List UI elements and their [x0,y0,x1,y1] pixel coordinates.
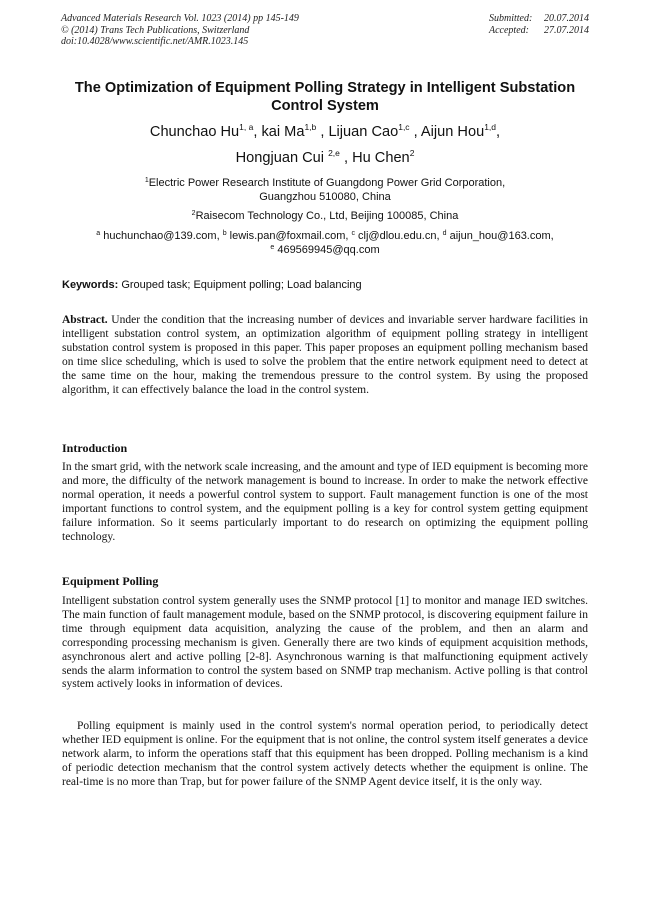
abstract [62,314,588,397]
author-name: Hongjuan Cui [235,150,325,166]
title-line-1: The Optimization of Equipment Polling Strategy in Intelligent Substation [74,80,576,96]
author-name: Chunchao Hu [149,124,240,140]
copyright-line: © (2014) Trans Tech Publications, Switzerland [61,24,250,36]
author-sup: 1,b [304,122,317,132]
affiliation-sup: 2 [191,210,196,217]
authors-line-2: Hongjuan Cui $^{2,e}$ , Hu Chen$^2$ [235,148,415,166]
polling-paragraph-1: Intelligent substation control system generally uses the SNMP protocol [1] to monitor and manage IED switches. The main function of fault management module, based on the SNMP protocol, is discovering equipment failure in time through equipment data acquisition, analyzing the cause of the problem, and then an alarm and corresponding processing mechanism is given. Generally there are two kinds of equipment acquisition methods, asynchronous alert and active polling [2-8]. Asynchronous warning is that malfunctioning equipment actively sends the alarm information to control the system based on SNMP trap mechanism. Active polling is that control system actively looks in information of devices. [62,595,588,691]
paper-title [45,79,605,115]
doi-line: doi:10.4028/www.scientific.net/AMR.1023.145 [61,36,249,47]
email-address[interactable]: huchunchao@139.com, [103,230,220,242]
author-sup: 1,d [484,122,497,132]
affiliation-1-line-1: $^1$Electric Power Research Institute of Guangdong Power Grid Corporation, [144,177,506,189]
journal-header [61,13,299,48]
accepted-label: Accepted: [489,24,529,36]
email-list [50,230,600,257]
keywords-label: Keywords: [62,279,119,291]
submitted-line [489,13,589,25]
affiliation-sup: 1 [144,177,149,184]
dates-header [489,13,589,36]
email-line-2: $^e$ 469569945@qq.com [270,243,380,256]
author-name: Aijun Hou [420,124,485,140]
email-line-1: $^a$ huchunchao@139.com, $^b$ lewis.pan@foxmail.com, $^c$ clj@dlou.edu.cn, $^d$ aijun_hou@163.com, [96,230,554,242]
journal-citation: Advanced Materials Research Vol. 1023 (2014) pp 145-149 [61,13,299,24]
abstract-text: Under the condition that the increasing number of devices and invariable server hardware facilities in intelligent substation control system, an optimization algorithm of equipment polling strategy in intelligent substation control system is proposed in this paper. This paper proposes an equipment polling mechanism based on time slice scheduling, which is used to solve the problem that the entire network equipment need to detect at the same time on the hour, making the tremendous pressure to the control system. By using the proposed algorithm, it can effectively balance the load in the control system. [62,314,588,396]
author-sup: 2 [409,148,415,158]
author-name: Lijuan Cao [328,124,399,140]
abstract-label: Abstract. [62,314,108,326]
accepted-line [489,25,589,37]
submitted-date: 20.07.2014 [544,13,589,24]
author-sup: 1, a [239,122,254,132]
keywords-line [62,279,592,291]
email-address[interactable]: 469569945@qq.com [277,243,380,256]
title-line-2: Control System [271,98,379,114]
email-address[interactable]: clj@dlou.edu.cn, [358,230,440,242]
accepted-date: 27.07.2014 [544,24,589,36]
keywords-text: Grouped task; Equipment polling; Load balancing [121,279,362,291]
section-heading-introduction: Introduction [62,441,128,455]
introduction-paragraph: In the smart grid, with the network scale increasing, and the amount and type of IED equipment is becoming more and more, the difficulty of the network management is bound to increase. In order to make the network effective normal operation, it needs a powerful control system to support. Fault management function is one of the most important functions to control system, and the equipment polling is a key for control system getting equipment failure information. So it seems particularly important to do research on optimizing the equipment polling technology. [62,461,588,543]
author-name: kai Ma [261,124,305,140]
author-sup: 2,e [328,148,340,158]
section-heading-equipment-polling: Equipment Polling [62,574,159,588]
email-address[interactable]: lewis.pan@foxmail.com, [229,230,349,242]
affiliation-1 [50,177,600,204]
affiliation-1-line-2: Guangzhou 510080, China [259,190,391,203]
authors-line-1: Chunchao Hu$^{1, a}$, kai Ma$^{1,b}$ , Lijuan Cao$^{1,c}$ , Aijun Hou$^{1,d}$, [149,122,501,140]
author-sup: 1,c [398,122,410,132]
email-address[interactable]: aijun_hou@163.com, [449,230,554,242]
author-name: Hu Chen [352,150,410,166]
affiliation-2: $^2$Raisecom Technology Co., Ltd, Beijing 100085, China [191,210,459,222]
submitted-label: Submitted: [489,13,533,24]
polling-paragraph-2: Polling equipment is mainly used in the control system's normal operation period, to periodically detect whether IED equipment is online. For the equipment that is not online, the control system itself generates a device network alarm, to inform the operations staff that this equipment has been dropped. Polling mechanism is a kind of periodic detection mechanism that the control system actively detects whether the equipment is online. The real-time is no more than Trap, but for power failure of the SNMP Agent device itself, it is the only way. [62,720,588,788]
